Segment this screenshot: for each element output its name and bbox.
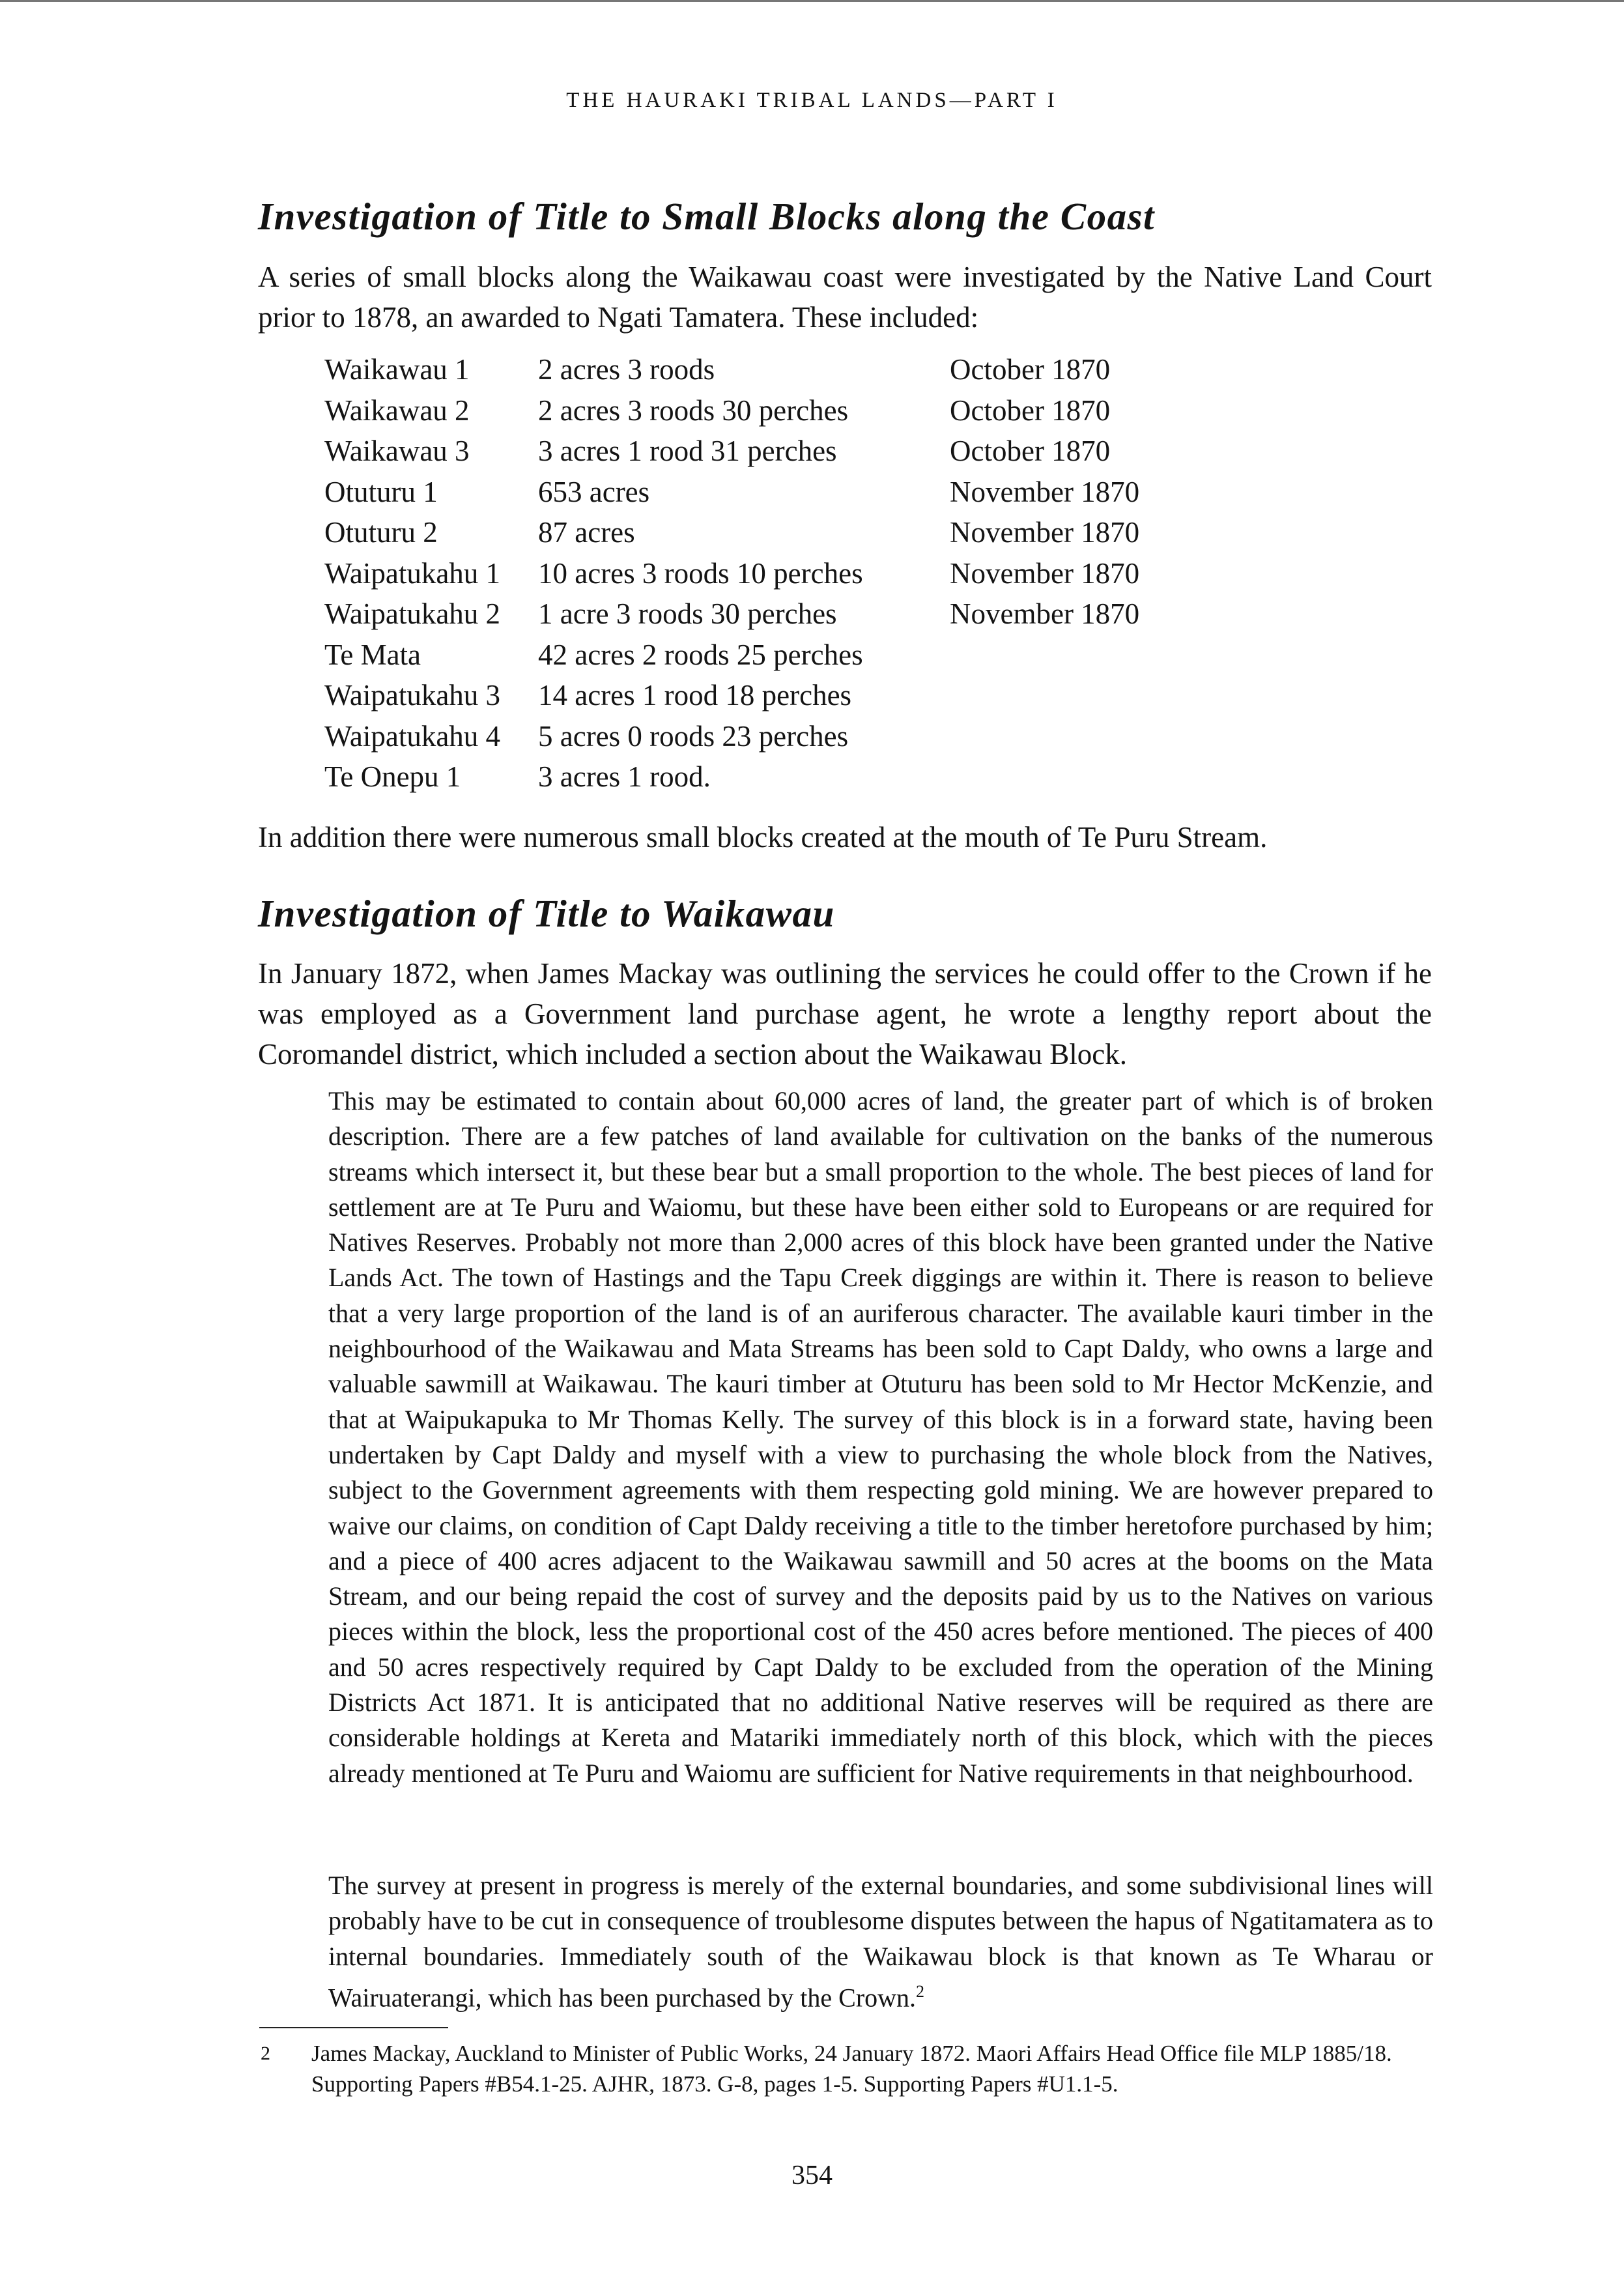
block-date: November 1870: [950, 556, 1140, 590]
footnote-divider: [259, 2027, 448, 2028]
block-area: 2 acres 3 roods: [538, 353, 715, 386]
section-intro-small-blocks: A series of small blocks along the Waikawau coast were investigated by the Native Land Court prior to 1878, an awarded to Ngati Tamatera. These included:: [258, 261, 1432, 334]
block-quote-paragraph: This may be estimated to contain about 60,000 acres of land, the greater part of which is of broken description. There are a few patches of land available for cultivation on the banks of the numerous streams which intersect it, but these bear but a small proportion to the whole. The best pieces of land for settlement are at Te Puru and Waiomu, but these have been either sold to Europeans or are required for Natives Reserves. Probably not more than 2,000 acres of this block have been granted under the Native Lands Act. The town of Hastings and the Tapu Creek diggings are within it. There is reason to believe that a very large proportion of the land is of an auriferous character. The available kauri timber in the neighbourhood of the Waikawau and Mata Streams has been sold to Capt Daldy, who owns a large and valuable sawmill at Waikawau. The kauri timber at Otuturu has been sold to Mr Hector McKenzie, and that at Waipukapuka to Mr Thomas Kelly. The survey of this block is in a forward state, having been undertaken by Capt Daldy and myself with a view to purchasing the whole block from the Natives, subject to the Government agreements with them respecting gold mining. We are however prepared to waive our claims, on condition of Capt Daldy receiving a title to the timber heretofore purchased by him; and a piece of 400 acres adjacent to the Waikawau sawmill and 50 acres at the booms on the Mata Stream, and our being repaid the cost of survey and the deposits paid by us to the Natives on various pieces within the block, less the proportional cost of the 450 acres before mentioned. The pieces of 400 and 50 acres respectively required by Capt Daldy to be excluded from the operation of the Mining Districts Act 1871. It is anticipated that no additional Native reserves will be required as there are considerable holdings at Kereta and Matariki immediately north of this block, which with the pieces already mentioned at Te Puru and Waiomu are sufficient for Native requirements in that neighbourhood.: [328, 1086, 1433, 1788]
section-closing-small-blocks: In addition there were numerous small blocks created at the mouth of Te Puru Stream.: [258, 821, 1268, 854]
block-name: Otuturu 1: [324, 475, 438, 508]
block-quote-paragraph: [328, 1868, 1433, 2016]
block-name: Waipatukahu 4: [324, 719, 501, 753]
page-top-edge: [0, 0, 1624, 2]
block-area: 14 acres 1 rood 18 perches: [538, 679, 852, 711]
block-name: Waikawau 3: [324, 435, 470, 467]
page-number: 354: [791, 2161, 833, 2191]
block-name: Waikawau 2: [324, 394, 470, 427]
block-name: Waipatukahu 3: [324, 679, 501, 711]
block-name: Waikawau 1: [324, 353, 470, 386]
footnote-number: 2: [261, 2043, 270, 2064]
block-area: 5 acres 0 roods 23 perches: [538, 719, 849, 753]
block-area: 3 acres 1 rood.: [538, 760, 711, 793]
running-head: THE HAURAKI TRIBAL LANDS—PART I: [566, 89, 1058, 112]
block-name: Te Mata: [324, 638, 421, 671]
block-date: October 1870: [950, 394, 1111, 427]
block-date: October 1870: [950, 435, 1111, 467]
block-area: 10 acres 3 roods 10 perches: [538, 556, 863, 590]
block-area: 653 acres: [538, 475, 650, 508]
block-area: 87 acres: [538, 516, 635, 549]
block-area: 2 acres 3 roods 30 perches: [538, 394, 849, 427]
section-intro-waikawau: In January 1872, when James Mackay was outlining the services he could offer to the Crown if he was employed as a Government land purchase agent, he wrote a lengthy report about the Coromandel district, which included a section about the Waikawau Block.: [258, 957, 1432, 1071]
block-name: Waipatukahu 1: [324, 556, 501, 590]
block-date: November 1870: [950, 597, 1140, 630]
block-date: November 1870: [950, 475, 1140, 508]
block-name: Te Onepu 1: [324, 760, 461, 793]
block-area: 42 acres 2 roods 25 perches: [538, 638, 863, 671]
block-quote-text: The survey at present in progress is merely of the external boundaries, and some subdivisional lines will probably have to be cut in consequence of troublesome disputes between the hapus of Ngatitamatera as to internal boundaries. Immediately south of the Waikawau block is that known as Te Wharau or Wairuaterangi, which has been purchased by the Crown.: [328, 1871, 1433, 2013]
section-heading-small-blocks: Investigation of Title to Small Blocks along the Coast: [258, 195, 1155, 238]
block-date: October 1870: [950, 353, 1111, 386]
block-name: Waipatukahu 2: [324, 597, 501, 630]
block-name: Otuturu 2: [324, 516, 438, 549]
block-area: 1 acre 3 roods 30 perches: [538, 597, 837, 630]
footnote-reference: 2: [916, 1981, 925, 2001]
block-area: 3 acres 1 rood 31 perches: [538, 435, 837, 467]
section-heading-waikawau: Investigation of Title to Waikawau: [258, 892, 835, 935]
footnote-text: James Mackay, Auckland to Minister of Public Works, 24 January 1872. Maori Affairs Head Office file MLP 1885/18. Supporting Papers #B54.1-25. AJHR, 1873. G-8, pages 1-5. Supporting Papers #U1.1-5.: [311, 2041, 1392, 2097]
block-date: November 1870: [950, 516, 1140, 549]
